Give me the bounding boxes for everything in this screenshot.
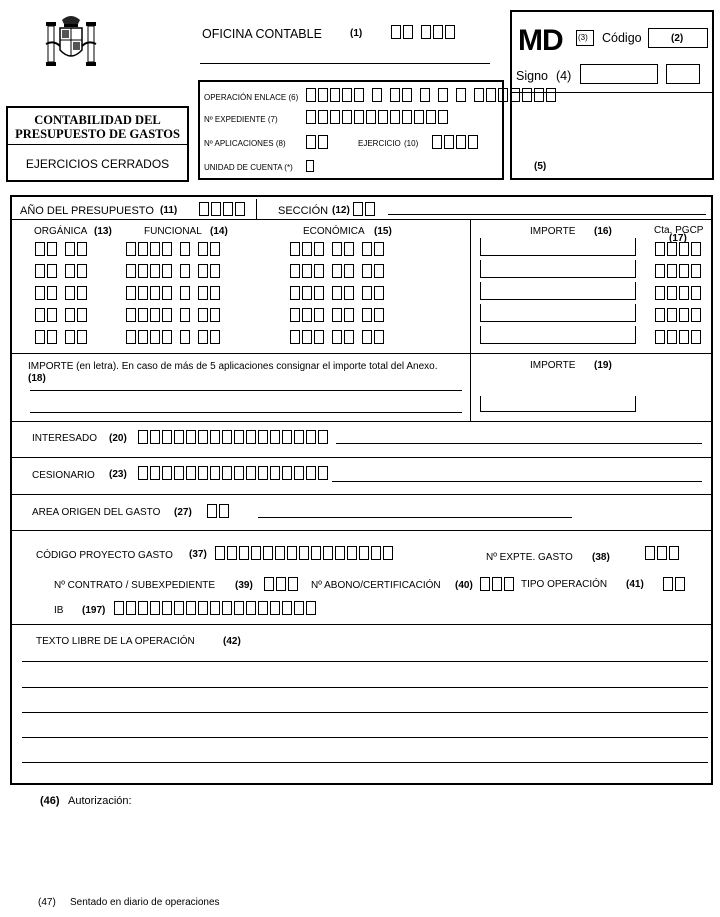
md-label: MD <box>518 24 563 57</box>
oficina-contable-label: OFICINA CONTABLE <box>202 27 322 41</box>
proyecto-label: CÓDIGO PROYECTO GASTO <box>36 550 173 561</box>
economica-field-row3[interactable] <box>290 286 386 300</box>
interesado-field[interactable] <box>138 430 330 444</box>
autorizacion-num: (46) <box>40 795 60 807</box>
cta-pgcp-field-row5[interactable] <box>655 330 703 344</box>
unidad-cuenta-field[interactable] <box>306 160 316 172</box>
importe-field-row3[interactable] <box>480 282 636 300</box>
seccion-label: SECCIÓN <box>278 205 329 217</box>
importe19-field[interactable] <box>480 396 636 412</box>
md-num: (3) <box>578 33 588 42</box>
importe-field-row1[interactable] <box>480 238 636 256</box>
abono-field[interactable] <box>480 577 516 591</box>
box5-num: (5) <box>534 161 547 172</box>
economica-field-row1[interactable] <box>290 242 386 256</box>
interesado-label: INTERESADO <box>32 433 98 444</box>
title-line2: PRESUPUESTO DE GASTOS <box>15 127 180 141</box>
interesado-num: (20) <box>109 433 127 444</box>
organica-label: ORGÁNICA <box>34 226 88 237</box>
codigo-num: (2) <box>671 33 684 44</box>
importe-letra-line-2[interactable] <box>30 412 462 413</box>
funcional-field-row2[interactable] <box>126 264 222 278</box>
organica-field-row3[interactable] <box>35 286 89 300</box>
economica-field-row2[interactable] <box>290 264 386 278</box>
importe-label: IMPORTE <box>530 226 576 237</box>
cta-pgcp-field-row1[interactable] <box>655 242 703 256</box>
anio-field[interactable] <box>199 202 247 216</box>
signo-field-2[interactable] <box>666 64 700 84</box>
op-enlace-label: OPERACIÓN ENLACE (6) <box>204 93 299 102</box>
cta-pgcp-field-row4[interactable] <box>655 308 703 322</box>
texto-libre-num: (42) <box>223 636 241 647</box>
organica-field-row5[interactable] <box>35 330 89 344</box>
cesionario-name-line[interactable] <box>332 481 702 482</box>
expte-gasto-label: Nº EXPTE. GASTO <box>486 552 573 563</box>
organica-field-row2[interactable] <box>35 264 89 278</box>
funcional-field-row1[interactable] <box>126 242 222 256</box>
importe-field-row4[interactable] <box>480 304 636 322</box>
contrato-label: Nº CONTRATO / SUBEXPEDIENTE <box>54 580 216 591</box>
area-origen-field[interactable] <box>207 504 231 518</box>
funcional-field-row5[interactable] <box>126 330 222 344</box>
texto-libre-line-2[interactable] <box>22 687 708 688</box>
importe19-num: (19) <box>594 360 612 371</box>
abono-num: (40) <box>455 580 473 591</box>
funcional-field-row3[interactable] <box>126 286 222 300</box>
expediente-field[interactable] <box>306 110 450 124</box>
importe-field-row5[interactable] <box>480 326 636 344</box>
seccion-field[interactable] <box>353 202 377 216</box>
autorizacion-label: Autorización: <box>68 795 132 807</box>
title-line1: CONTABILIDAD DEL <box>34 113 161 127</box>
cesionario-field[interactable] <box>138 466 330 480</box>
cta-pgcp-field-row3[interactable] <box>655 286 703 300</box>
texto-libre-line-4[interactable] <box>22 737 708 738</box>
unidad-cuenta-label: UNIDAD DE CUENTA (*) <box>204 163 293 172</box>
expte-gasto-field[interactable] <box>645 546 681 560</box>
ib-label: IB <box>54 605 64 616</box>
aplicaciones-field[interactable] <box>306 135 330 149</box>
importe-letra-label: IMPORTE (en letra). En caso de más de 5 aplicaciones consignar el importe total del Anexo. <box>28 361 438 372</box>
md-box <box>510 10 714 180</box>
economica-field-row4[interactable] <box>290 308 386 322</box>
signo-label: Signo <box>516 69 548 83</box>
tipo-operacion-field[interactable] <box>663 577 687 591</box>
importe-num: (16) <box>594 226 612 237</box>
economica-num: (15) <box>374 226 392 237</box>
coat-of-arms-emblem <box>40 10 102 72</box>
md-num-box <box>576 30 594 46</box>
economica-field-row5[interactable] <box>290 330 386 344</box>
ib-field[interactable] <box>114 601 318 615</box>
texto-libre-line-3[interactable] <box>22 712 708 713</box>
oficina-num: (1) <box>350 28 363 39</box>
ejercicio-num: (10) <box>404 139 419 148</box>
expte-gasto-num: (38) <box>592 552 610 563</box>
subtitle: EJERCICIOS CERRADOS <box>25 157 170 171</box>
operation-box <box>198 80 504 180</box>
cesionario-label: CESIONARIO <box>32 470 95 481</box>
area-origen-num: (27) <box>174 507 192 518</box>
funcional-field-row4[interactable] <box>126 308 222 322</box>
codigo-label: Código <box>602 31 642 45</box>
funcional-num: (14) <box>210 226 228 237</box>
ejercicio-field[interactable] <box>432 135 480 149</box>
codigo-field[interactable] <box>648 28 708 48</box>
organica-field-row4[interactable] <box>35 308 89 322</box>
cta-pgcp-label: Cta. PGCP <box>654 225 704 236</box>
texto-libre-label: TEXTO LIBRE DE LA OPERACIÓN <box>36 636 195 647</box>
organica-field-row1[interactable] <box>35 242 89 256</box>
importe-letra-num: (18) <box>28 373 46 384</box>
organica-num: (13) <box>94 226 112 237</box>
expediente-label: Nº EXPEDIENTE (7) <box>204 115 278 124</box>
tipo-operacion-label: TIPO OPERACIÓN <box>521 579 608 590</box>
cta-pgcp-num: (17) <box>669 233 687 244</box>
economica-label: ECONÓMICA <box>303 226 365 237</box>
title-box <box>6 106 189 182</box>
texto-libre-line-5[interactable] <box>22 762 708 763</box>
ejercicio-label: EJERCICIO <box>358 139 401 148</box>
proyecto-field[interactable] <box>215 546 395 560</box>
abono-label: Nº ABONO/CERTIFICACIÓN <box>311 580 441 591</box>
anio-num: (11) <box>160 205 178 216</box>
interesado-name-line[interactable] <box>336 443 702 444</box>
importe19-label: IMPORTE <box>530 360 576 371</box>
funcional-label: FUNCIONAL <box>144 226 202 237</box>
signo-num: (4) <box>556 69 572 83</box>
signo-field[interactable] <box>580 64 658 84</box>
area-origen-label: AREA ORIGEN DEL GASTO <box>32 507 161 518</box>
sentado-num: (47) <box>38 897 56 908</box>
tipo-operacion-num: (41) <box>626 579 644 590</box>
importe-field-row2[interactable] <box>480 260 636 278</box>
oficina-contable-field[interactable] <box>391 25 457 39</box>
anio-label: AÑO DEL PRESUPUESTO <box>20 205 154 217</box>
contrato-num: (39) <box>235 580 253 591</box>
cta-pgcp-field-row2[interactable] <box>655 264 703 278</box>
importe-letra-line-1[interactable] <box>30 390 462 391</box>
ib-num: (197) <box>82 605 106 616</box>
proyecto-num: (37) <box>189 549 207 560</box>
contrato-field[interactable] <box>264 577 300 591</box>
cesionario-num: (23) <box>109 469 127 480</box>
sentado-label: Sentado en diario de operaciones <box>70 897 220 908</box>
area-origen-line[interactable] <box>258 517 572 518</box>
aplicaciones-label: Nº APLICACIONES (8) <box>204 139 286 148</box>
seccion-num: (12) <box>332 205 350 216</box>
texto-libre-line-1[interactable] <box>22 661 708 662</box>
